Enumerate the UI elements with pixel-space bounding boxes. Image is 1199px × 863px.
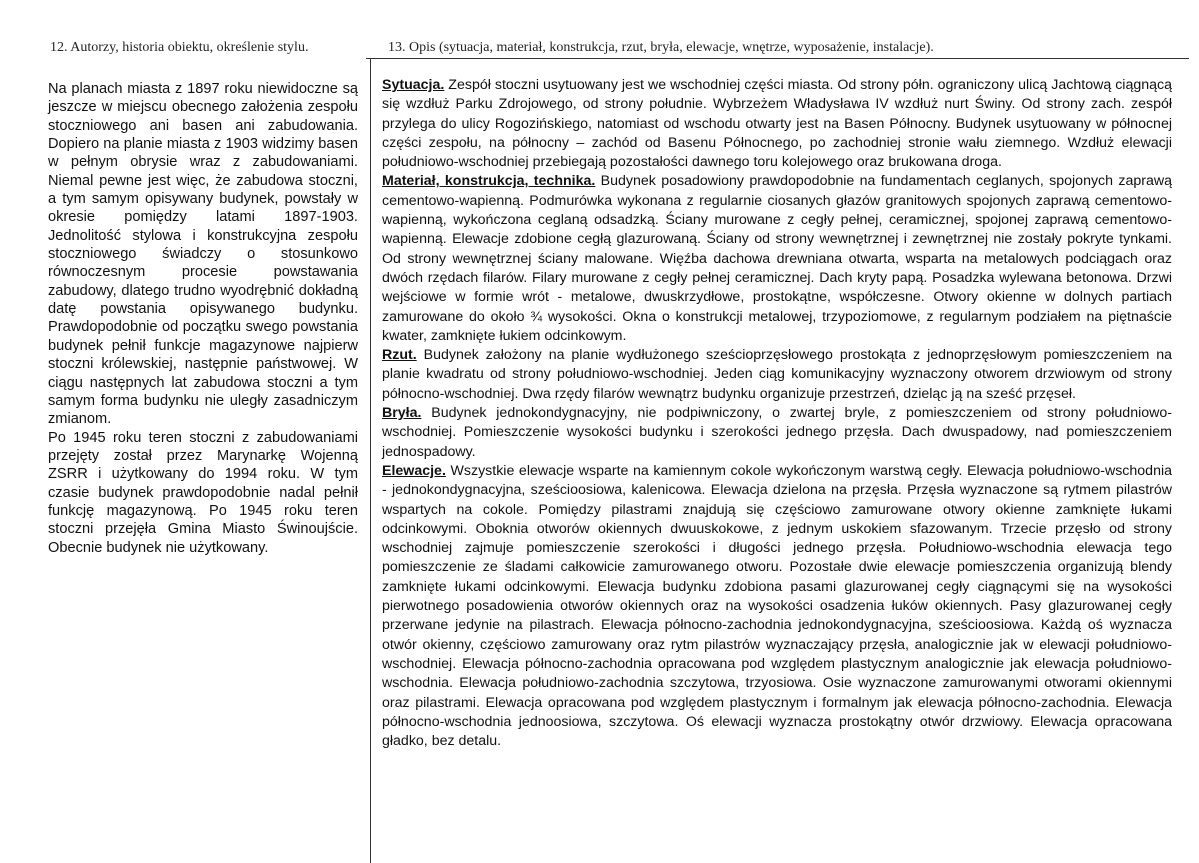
section-heading-massing: Bryła. (382, 405, 422, 422)
section-massing (382, 404, 1172, 462)
column-divider (370, 58, 371, 863)
section-heading-elevations: Elewacje. (382, 462, 446, 479)
section-12-heading: 12. Autorzy, historia obiektu, określenie stylu. (50, 40, 309, 55)
section-text: Zespół stoczni usytuowany jest we wschodniej części miasta. Od strony półn. ograniczony ulicą Jachtową ciągnącą się wzdłuż Parku Zdrojowego, od strony południe. Wybrzeżem Władysława IV wzdłuż nurt Świny. Od strony zach. zespół przylega do ulicy Rogozińskiego, natomiast od wschodu otwarty jest na Basen Północny. Budynek usytuowany w północnej części zespołu, na północny – zachód od Basenu Północnego, po zachodniej stronie wału ziemnego. Wzdłuż elewacji południowo-wschodniej przebiegają pozostałości dawnego toru kolejowego oraz brukowana droga. (382, 77, 1172, 171)
section-heading-situation: Sytuacja. (382, 77, 445, 93)
section-material (382, 172, 1172, 346)
history-column (48, 80, 358, 557)
section-text: Budynek założony na planie wydłużonego sześcioprzęsłowego prostokąta z jednoprzęsłowym pomieszczeniem na planie kwadratu od strony południowo-wschodniej. Jeden ciąg komunikacyjny wyznaczony otworem drzwiowym od strony północno-wschodniej. Dwa rzędy filarów wewnątrz budynku organizuje przestrzeń, dzieląc ją na sześć przęseł. (382, 347, 1172, 402)
section-13-heading: 13. Opis (sytuacja, materiał, konstrukcja, rzut, bryła, elewacje, wnętrze, wyposażenie, instalacje). (388, 40, 934, 55)
description-column (382, 76, 1172, 751)
section-text: Budynek jednokondygnacyjny, nie podpiwniczony, o zwartej bryle, z pomieszczeniem od strony południowo-wschodniej. Pomieszczenie wysokości budynku i szerokości jednego przęsła. Dach dwuspadowy, nad pomieszczeniem jednospadowy. (382, 405, 1172, 460)
section-situation (382, 76, 1172, 172)
section-text: Wszystkie elewacje wsparte na kamiennym cokole wykończonym warstwą cegły. Elewacja południowo-wschodnia - jednokondygnacyjna, sześcioosiowa, kalenicowa. Elewacja dzielona na przęsła. Przęsła wyznaczone są rytmem pilastrów wspartych na cokole. Pomiędzy pilastrami znajdują się częściowo zamurowane otwory okienne zamknięte łukami odcinkowymi. Oboknia otworów okiennych dwuuskokowe, z jednym uskokiem sfazowanym. Trzecie przęsło od strony wschodniej zajmuje pomieszczenie szerokości i długości jednego przęsła. Południowo-wschodnia elewacja tego pomieszczenie ze śladami całkowicie zamurowanego otworu. Pozostałe dwie elewacje pomieszczenia organizują blendy zamknięte łukami odcinkowymi. Elewacja budynku zdobiona pasami glazurowanej cegły ciągnącymi się na wysokości pierwotnego posadowienia otworów okiennych oraz na wysokości osadzenia łuków okiennych. Pasy glazurowanej cegły przerwane jedynie na pilastrach. Elewacja północno-zachodnia jednokondygnacyjna, sześcioosiowa. Każdą oś wyznacza otwór okienny, częściowo zamurowany oraz rytm pilastrów wyznaczający przęsła, analogicznie jak w elewacji południowo-wschodniej. Elewacja północno-zachodnia opracowana pod względem plastycznym analogicznie jak elewacja południowo-wschodnia. Elewacja południowo-zachodnia szczytowa, trzyosiowa. Osie wyznaczone zamurowanymi otworami okiennymi oraz pilastrami. Elewacja opracowana pod względem plastycznym i formalnym jak elewacja północno-zachodnia. Elewacja północno-wschodnia jednoosiowa, szczytowa. Oś elewacji wyznacza prostokątny otwór drzwiowy. Elewacja opracowana gładko, bez detalu. (382, 462, 1172, 750)
section-elevations (382, 462, 1172, 751)
history-paragraph: Na planach miasta z 1897 roku niewidoczne są jeszcze w miejscu obecnego założenia zespołu stoczniowego ani basen ani zabudowania. Dopiero na planie miasta z 1903 widzimy basen w pełnym obrysie wraz z zabudowaniami. Niemal pewne jest więc, że zabudowa stoczni, a tym samym opisywany budynek, powstały w okresie pomiędzy latami 1897-1903. Jednolitość stylowa i konstrukcyjna zespołu stoczniowego świadczy o stosunkowo równoczesnym procesie powstawania zabudowy, dlatego trudno wyodrębnić dokładną datę powstania opisywanego budynku. Prawdopodobnie od początku swego powstania budynek pełnił funkcje magazynowe najpierw stoczni królewskiej, następnie państwowej. W ciągu następnych lat zabudowa stoczni a tym samym forma budynku nie uległy zasadniczym zmianom. (48, 81, 358, 428)
section-plan (382, 346, 1172, 404)
section-heading-material: Materiał, konstrukcja, technika. (382, 173, 596, 190)
section-text: Budynek posadowiony prawdopodobnie na fundamentach ceglanych, spojonych zaprawą cementowo-wapienną. Podmurówka wykonana z regularnie ciosanych głazów granitowych spojonych zaprawą cementowo-wapienną, wykończona ceglaną odsadzką. Ściany murowane z cegły pełnej, ceramicznej, spojonej zaprawą cementowo-wapienną. Elewacje zdobione cegłą glazurowaną. Ściany od strony wewnętrznej i zewnętrznej nie zostały pokryte tynkami. Od strony wewnętrznej ściany malowane. Więźba dachowa drewniana otwarta, wsparta na metalowych podciągach oraz dwóch rzędach filarów. Filary murowane z cegły pełnej ceramicznej. Dach kryty papą. Posadzka wylewana betonowa. Drzwi wejściowe w formie wrót - metalowe, dwuskrzydłowe, prostokątne, współczesne. Otwory okienne w dolnych partiach zamurowane do około ¾ wysokości. Okna o konstrukcji metalowej, trzypoziomowe, z regularnym podziałem na piętnaście kwater, zamknięte łukiem odcinkowym. (382, 173, 1172, 344)
section-heading-plan: Rzut. (382, 347, 417, 364)
history-paragraph: Po 1945 roku teren stoczni z zabudowaniami przejęty został przez Marynarkę Wojenną ZSRR i użytkowany do 1994 roku. W tym czasie budynek prawdopodobnie nadal pełnił funkcję magazynową. Po 1945 roku teren stoczni przejęła Gmina Miasto Świnoujście. Obecnie budynek nie użytkowany. (48, 429, 358, 556)
header-rule (366, 58, 1189, 59)
